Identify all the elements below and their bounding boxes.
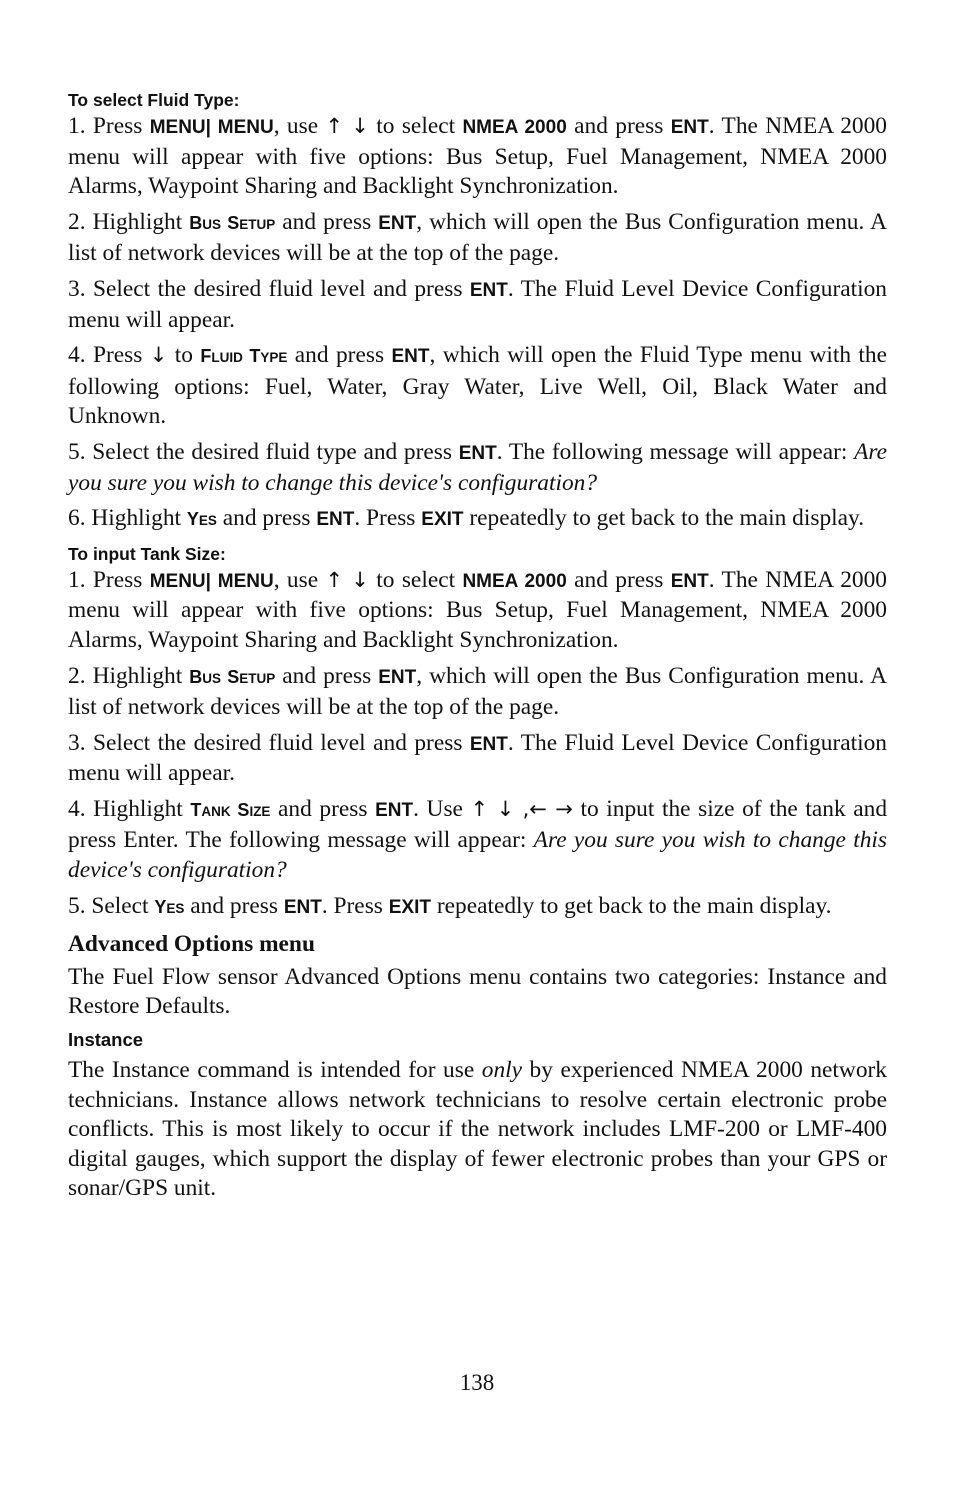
key-ent: ENT [378,666,417,688]
text: 4. Highlight [68,795,191,822]
key-ent: ENT [469,733,508,755]
key-ent: ENT [391,346,430,368]
text: and press [275,208,379,235]
text: 1. Press [68,566,150,593]
menu-fluid-type [200,346,287,366]
text: by experienced NMEA 2000 network technicians. Instance allows network technicians to resolve certain electronic probe conflicts. This is most likely to occur if the network includes LMF-200 or LMF-400 digital gauges, which support the display of fewer electronic probes than your GPS or sonar/GPS unit. [68,1057,887,1202]
instance-heading: Instance [68,1029,144,1051]
text: and press [270,795,376,822]
sc-cap: S [230,799,250,820]
sc-small: LUID [211,350,243,366]
text: repeatedly to get back to the main display. [430,892,832,919]
key-menu: MENU| MENU [149,570,274,592]
text: , use [273,566,326,593]
text: , use [273,113,326,139]
sc-cap: B [189,212,203,233]
sc-cap: T [190,799,202,820]
key-nmea: NMEA 2000 [462,117,567,138]
instance-text [68,1056,887,1204]
text: and press [566,113,671,139]
fluid-step-1 [68,112,887,202]
text: and press [275,662,379,689]
text: 5. Select the desired fluid type and press [68,438,459,465]
text: 5. Select [68,892,155,919]
page-number: 138 [459,1370,495,1395]
tank-step-3 [68,729,887,789]
text: and press [287,342,392,369]
text: The Instance command is intended for use [68,1057,482,1084]
key-ent: ENT [670,117,709,138]
key-ent: ENT [378,212,417,234]
sc-cap: T [242,346,261,367]
fluid-step-6 [68,504,887,536]
text: to select [368,113,463,139]
text: . The NMEA 2000 menu will appear with five options: Bus Setup, Fuel Management, NMEA 2000 Alarms, Waypoint Sharing and Backlight Synchronization. [68,113,888,200]
advanced-options-heading: Advanced Options menu [68,931,315,958]
sc-small: ANK [201,803,231,819]
key-ent: ENT [469,279,508,301]
key-menu: MENU| MENU [149,117,274,138]
menu-yes [187,509,217,529]
text: 2. Highlight [68,208,190,235]
emphasis: only [481,1057,523,1084]
menu-bus-setup [189,213,275,233]
text: to select [368,566,463,593]
text: . Use [413,795,471,822]
text: 3. Select the desired fluid level and press [68,275,470,302]
sc-small: ETUP [239,216,276,232]
text: 4. Press [68,342,150,369]
fluid-type-heading: To select Fluid Type: [68,90,240,110]
key-ent: ENT [316,509,355,531]
tank-step-5 [68,892,887,924]
text: to [167,342,201,369]
text: . The NMEA 2000 menu will appear with five options: Bus Setup, Fuel Management, NMEA 2000 Alarms, Waypoint Sharing and Backlight Synchronization. [68,566,888,653]
text: , which will open the Fluid Type menu with the following options: Fuel, Water, Gray Water, Live Well, Oil, Black Water and Unknown. [68,342,888,430]
sc-cap: S [221,666,240,687]
text: . The Fluid Level Device Configuration menu will appear. [68,729,887,787]
tank-size-heading: To input Tank Size: [68,543,226,564]
text: . Press [354,505,422,532]
sc-small: US [202,670,222,686]
manual-page [68,88,887,1210]
text: 1. Press [68,113,150,139]
sc-small: YPE [260,350,288,366]
menu-tank-size [190,800,270,820]
key-ent: ENT [670,570,709,592]
key-ent: ENT [283,896,322,918]
tank-step-4 [68,795,887,886]
up-down-arrow-icon: ↑ ↓ [325,567,369,592]
confirm-message: Are you sure you wish to change this device's configuration? [68,827,887,884]
down-arrow-icon: ↓ [149,343,168,368]
text: . Press [321,892,389,919]
menu-bus-setup [189,667,275,687]
text: 2. Highlight [68,662,190,689]
text: 6. Highlight [68,505,187,532]
key-exit: EXIT [388,896,431,918]
sc-cap: B [189,666,203,687]
confirm-message: Are you sure you wish to change this device's configuration? [68,438,887,496]
key-nmea: NMEA 2000 [462,570,567,592]
sc-small: ES [198,513,217,529]
advanced-options-text: The Fuel Flow sensor Advanced Options menu contains two categories: Instance and Restore Defaults. [68,963,887,1020]
fluid-step-3 [68,275,887,335]
fluid-step-5 [68,438,887,498]
key-ent: ENT [458,442,497,464]
menu-yes [154,897,184,917]
text: . The Fluid Level Device Configuration menu will appear. [68,275,887,333]
text: , which will open the Bus Configuration menu. A list of network devices will be at the top of the page. [68,208,887,267]
text: and press [184,892,284,919]
tank-step-1 [68,566,887,656]
text: 3. Select the desired fluid level and press [68,729,470,756]
key-ent: ENT [375,799,414,821]
arrow-keys-icon: ↑ ↓ ,← → [470,796,573,821]
key-exit: EXIT [421,509,464,531]
up-down-arrow-icon: ↑ ↓ [325,114,369,138]
sc-cap: Y [154,896,167,917]
text: to input the size of the tank and press Enter. The following message will appear: [68,795,888,854]
text: . The following message will appear: [496,438,855,465]
tank-step-2 [68,662,887,723]
sc-small: ETUP [239,670,276,686]
sc-small: IZE [249,803,271,819]
sc-cap: Y [186,509,199,530]
fluid-step-4 [68,341,887,432]
sc-cap: S [221,212,240,233]
sc-small: US [202,216,222,232]
text: , which will open the Bus Configuration menu. A list of network devices will be at the top of the page. [68,662,887,721]
sc-cap: F [200,346,212,367]
text: repeatedly to get back to the main display. [463,505,865,532]
text: and press [216,505,317,532]
text: and press [566,566,671,593]
sc-small: ES [166,900,185,916]
fluid-step-2 [68,208,887,269]
